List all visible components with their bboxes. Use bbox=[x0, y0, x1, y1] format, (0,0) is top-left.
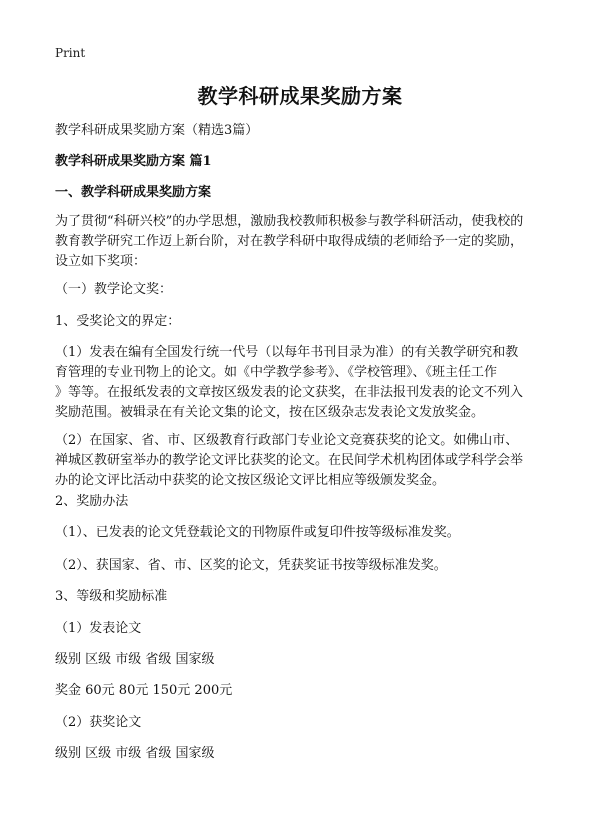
method-1: （1）、已发表的论文凭登载论文的刊物原件或复印件按等级标准发奖。 bbox=[55, 525, 460, 540]
intro-line: 为了贯彻“科研兴校”的办学思想，激励我校教师积极参与教学科研活动，使我校的 bbox=[55, 214, 524, 229]
clause-line: 育管理的专业刊物上的论文。如《中学教学参考》、《学校管理》、《班主任工作 bbox=[55, 365, 498, 380]
methods-heading: 2、奖励办法 bbox=[55, 494, 129, 509]
method-2: （2）、获国家、省、市、区奖的论文，凭获奖证书按等级标准发奖。 bbox=[55, 558, 447, 573]
clause-line: （1）发表在编有全国发行统一代号（以每年书刊目录为准）的有关教学研究和教 bbox=[55, 345, 519, 360]
bonus-row: 奖金 60元 80元 150元 200元 bbox=[55, 683, 233, 698]
levels-row: 级别 区级 市级 省级 国家级 bbox=[55, 746, 215, 761]
published-heading: （1）发表论文 bbox=[55, 621, 142, 636]
awarded-heading: （2）获奖论文 bbox=[55, 715, 142, 730]
clause-line: 禅城区教研室举办的教学论文评比获奖的论文。在民间学术机构团体或学科学会举 bbox=[55, 453, 524, 468]
print-label: Print bbox=[55, 46, 86, 60]
definition-heading: 1、受奖论文的界定： bbox=[55, 314, 181, 329]
clause-line: 》等等。在报纸发表的文章按区级发表的论文获奖，在非法报刊发表的论文不列入 bbox=[55, 385, 524, 400]
clause-line: 奖励范围。被辑录在有关论文集的论文，按在区级杂志发表论文发放奖金。 bbox=[55, 405, 485, 420]
section-heading: 教学科研成果奖励方案 篇1 bbox=[55, 154, 212, 169]
intro-paragraph bbox=[55, 212, 547, 272]
clause-line: （2）在国家、省、市、区级教育行政部门专业论文竞赛获奖的论文。如佛山市、 bbox=[55, 433, 519, 448]
standards-heading: 3、等级和奖励标准 bbox=[55, 589, 168, 604]
section-subheading: 一、教学科研成果奖励方案 bbox=[55, 185, 212, 200]
intro-line: 设立如下奖项： bbox=[55, 254, 147, 269]
clause-1-paragraph bbox=[55, 343, 547, 423]
intro-line: 教育教学研究工作迈上新台阶，对在教学科研中取得成绩的老师给予一定的奖励， bbox=[55, 234, 524, 249]
paper-award-heading: （一）教学论文奖： bbox=[55, 282, 173, 297]
levels-row: 级别 区级 市级 省级 国家级 bbox=[55, 652, 215, 667]
subtitle: 教学科研成果奖励方案（精选3篇） bbox=[55, 123, 259, 138]
clause-line: 办的论文评比活动中获奖的论文按区级论文评比相应等级颁发奖金。 bbox=[55, 473, 446, 488]
page-title: 教学科研成果奖励方案 bbox=[197, 84, 403, 108]
clause-2-paragraph bbox=[55, 431, 547, 491]
